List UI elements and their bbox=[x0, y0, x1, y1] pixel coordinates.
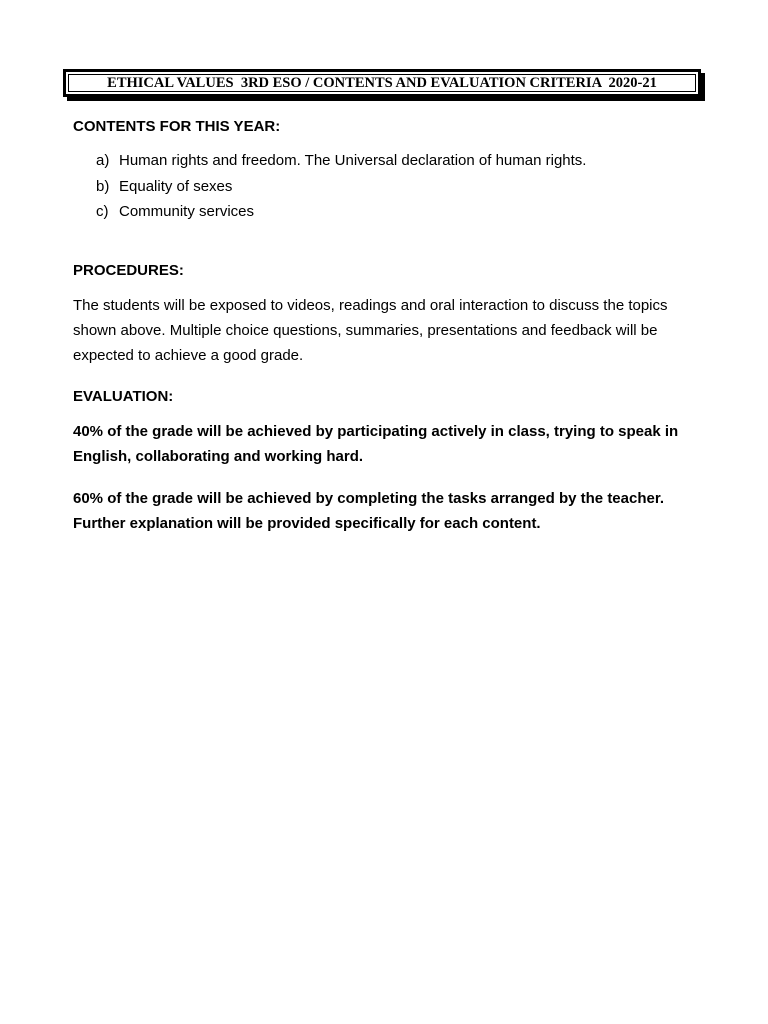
list-item bbox=[96, 201, 586, 227]
procedures-heading: PROCEDURES: bbox=[73, 262, 184, 279]
evaluation-heading: EVALUATION: bbox=[73, 388, 174, 405]
list-item bbox=[96, 176, 586, 202]
contents-list bbox=[96, 150, 586, 227]
document-title-inner-border bbox=[68, 74, 696, 92]
list-item-text: Community services bbox=[119, 203, 255, 220]
list-item-text: Human rights and freedom. The Universal declaration of human rights. bbox=[119, 152, 587, 169]
list-marker: b) bbox=[96, 177, 110, 195]
contents-heading: CONTENTS FOR THIS YEAR: bbox=[73, 118, 281, 135]
procedures-paragraph: The students will be exposed to videos, readings and oral interaction to discuss the topics shown above. Multiple choice questions, summaries, presentations and feedback will be expected to achieve a good grade. bbox=[73, 297, 668, 364]
document-title: ETHICAL VALUES 3RD ESO / CONTENTS AND EVALUATION CRITERIA 2020-21 bbox=[107, 74, 657, 91]
evaluation-paragraph-participation: 40% of the grade will be achieved by participating actively in class, trying to speak in English, collaborating and working hard. bbox=[73, 423, 679, 465]
list-item bbox=[96, 150, 586, 176]
evaluation-paragraph-tasks: 60% of the grade will be achieved by completing the tasks arranged by the teacher. Further explanation will be provided specifically for each content. bbox=[73, 490, 665, 532]
list-marker: a) bbox=[96, 152, 110, 169]
list-marker: c) bbox=[96, 203, 109, 220]
list-item-text: Equality of sexes bbox=[119, 177, 233, 195]
document-title-box bbox=[63, 69, 701, 97]
